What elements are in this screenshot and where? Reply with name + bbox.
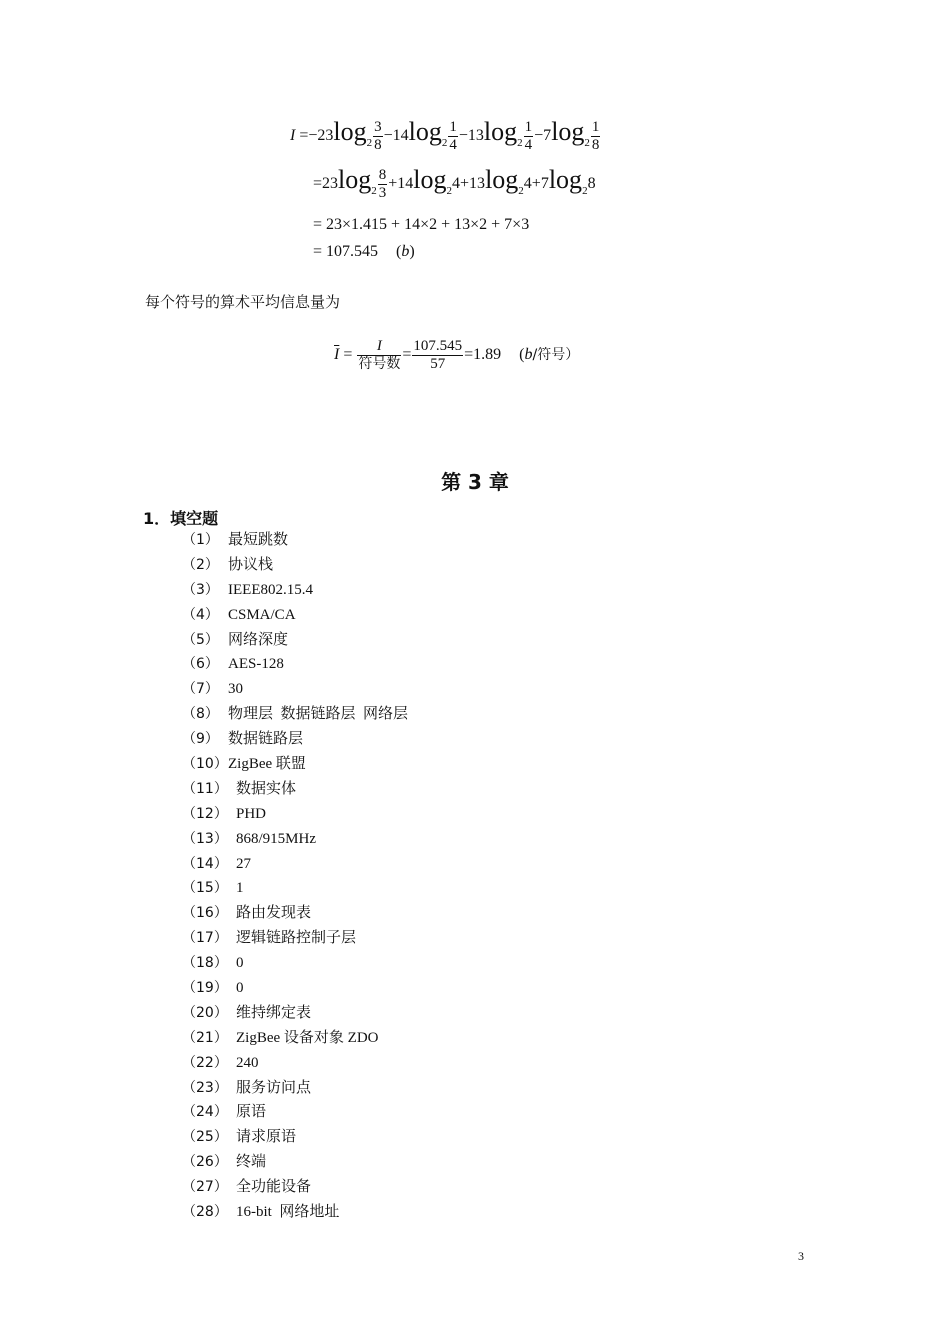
item-number: （7） xyxy=(182,681,219,698)
list-item xyxy=(182,652,408,677)
log: log xyxy=(551,117,585,146)
log: log xyxy=(333,117,367,146)
list-item xyxy=(182,1001,408,1026)
list-item xyxy=(182,727,408,752)
item-number: （14） xyxy=(182,855,228,872)
unit-suffix: /符号） xyxy=(532,347,580,364)
log-base: 2 xyxy=(441,137,448,149)
unit-paren: (b) xyxy=(396,243,415,260)
numerator: 1 xyxy=(591,118,600,135)
list-item xyxy=(182,603,408,628)
list-item xyxy=(182,827,408,852)
coef: +14 xyxy=(388,175,414,192)
item-answer: 协议栈 xyxy=(228,556,274,573)
item-answer: 逻辑链路控制子层 xyxy=(236,930,357,947)
coef: −14 xyxy=(383,127,409,144)
item-answer: 终端 xyxy=(236,1154,267,1171)
item-number: （12） xyxy=(182,805,228,822)
fraction xyxy=(591,119,601,154)
coef: −23 xyxy=(308,127,334,144)
list-item xyxy=(182,1051,408,1076)
log-base: 2 xyxy=(584,137,590,149)
item-answer: AES-128 xyxy=(228,656,284,673)
item-number: （17） xyxy=(182,930,228,947)
item-answer: 0 xyxy=(236,955,244,972)
equation-line-1 xyxy=(290,117,601,154)
eq-sign: = xyxy=(402,346,412,364)
numerator: 1 xyxy=(449,118,457,135)
item-number: （3） xyxy=(182,581,219,598)
item-number: （15） xyxy=(182,880,228,897)
item-answer: 数据实体 xyxy=(236,780,297,797)
coef: +7 xyxy=(531,175,549,192)
eq-sign: = xyxy=(313,175,323,192)
page-number: 3 xyxy=(798,1249,804,1263)
unit-label xyxy=(519,346,579,363)
avg-lhs: $\overline{I}$ xyxy=(334,346,340,364)
denominator: 4 xyxy=(449,136,457,153)
item-number: （20） xyxy=(182,1004,228,1021)
list-item xyxy=(182,1076,408,1101)
log-base: 2 xyxy=(518,185,524,197)
item-answer: 路由发现表 xyxy=(236,905,312,922)
item-answer: 网络深度 xyxy=(228,631,289,648)
item-number: （1） xyxy=(182,532,219,548)
log-base: 2 xyxy=(446,185,453,197)
denominator: 57 xyxy=(430,356,446,372)
numerator: I xyxy=(357,338,401,356)
fraction xyxy=(448,119,458,154)
list-item xyxy=(182,1200,408,1225)
average-equation xyxy=(334,338,579,373)
log-base: 2 xyxy=(371,185,377,197)
item-number: （6） xyxy=(182,656,219,673)
fraction xyxy=(524,119,534,154)
list-item xyxy=(182,1125,408,1150)
numerator: 8 xyxy=(378,166,387,183)
log: log xyxy=(548,165,583,194)
numerator: 3 xyxy=(374,118,382,135)
item-answer: 物理层 数据链路层 网络层 xyxy=(228,706,409,723)
eq-sign: = xyxy=(343,346,353,364)
item-number: （8） xyxy=(182,706,219,723)
fraction xyxy=(378,167,388,202)
answers-list xyxy=(182,528,408,1225)
fraction xyxy=(412,338,463,373)
item-number: （2） xyxy=(182,556,219,573)
fraction xyxy=(373,119,383,154)
item-answer: 数据链路层 xyxy=(228,731,304,748)
item-answer: 240 xyxy=(236,1054,259,1071)
list-item xyxy=(182,628,408,653)
log-base: 2 xyxy=(582,185,588,197)
denominator: 4 xyxy=(524,136,533,153)
list-item xyxy=(182,1100,408,1125)
item-number: （25） xyxy=(182,1129,228,1146)
list-item xyxy=(182,876,408,901)
numerator: 107.545 xyxy=(413,338,463,354)
item-answer: IEEE802.15.4 xyxy=(228,581,313,598)
section-title: 1．填空题 xyxy=(143,509,219,528)
item-number: （22） xyxy=(182,1054,228,1071)
item-number: （9） xyxy=(182,731,219,748)
list-item xyxy=(182,852,408,877)
log-arg: 4 xyxy=(452,175,461,192)
item-answer: 请求原语 xyxy=(236,1129,297,1146)
item-answer: 27 xyxy=(236,855,251,872)
log-base: 2 xyxy=(366,137,373,149)
item-number: （21） xyxy=(182,1029,228,1046)
denominator: 3 xyxy=(378,184,387,201)
list-item xyxy=(182,752,408,777)
list-item xyxy=(182,528,408,553)
equation-line-4 xyxy=(313,243,415,261)
item-number: （28） xyxy=(182,1204,228,1221)
item-number: （24） xyxy=(182,1104,228,1121)
log: log xyxy=(483,117,518,146)
list-item xyxy=(182,677,408,702)
denominator: 符号数 xyxy=(358,356,401,372)
item-number: （19） xyxy=(182,980,228,997)
item-answer: 维持绑定表 xyxy=(236,1004,312,1021)
avg-intro-text: 每个符号的算术平均信息量为 xyxy=(145,293,341,311)
list-item xyxy=(182,553,408,578)
fraction xyxy=(357,338,401,373)
item-answer: 最短跳数 xyxy=(228,532,289,548)
item-answer: 30 xyxy=(228,681,243,698)
log: log xyxy=(408,117,442,146)
list-item xyxy=(182,951,408,976)
item-answer: 原语 xyxy=(236,1104,267,1121)
list-item xyxy=(182,976,408,1001)
coef: +13 xyxy=(460,175,486,192)
eq-text: = 23×1.415 + 14×2 + 13×2 + 7×3 xyxy=(313,216,530,233)
list-item xyxy=(182,578,408,603)
coef: −7 xyxy=(534,127,552,144)
item-number: （26） xyxy=(182,1154,228,1171)
eq-result: =1.89 xyxy=(464,346,502,364)
coef: 23 xyxy=(322,175,339,192)
log: log xyxy=(413,165,447,194)
list-item xyxy=(182,1175,408,1200)
list-item xyxy=(182,901,408,926)
list-item xyxy=(182,1150,408,1175)
list-item xyxy=(182,702,408,727)
numerator: 1 xyxy=(524,118,533,135)
eq-sign: = xyxy=(299,127,309,144)
denominator: 8 xyxy=(591,136,600,153)
item-number: （4） xyxy=(182,606,219,623)
list-item xyxy=(182,802,408,827)
unit: b xyxy=(401,243,410,260)
item-number: （5） xyxy=(182,631,219,648)
log-base: 2 xyxy=(517,137,523,149)
item-answer: 1 xyxy=(236,880,244,897)
list-item xyxy=(182,777,408,802)
equation-line-2 xyxy=(313,165,596,202)
item-answer: 服务访问点 xyxy=(236,1079,312,1096)
item-number: （16） xyxy=(182,905,228,922)
log: log xyxy=(338,165,372,194)
item-answer: PHD xyxy=(236,805,267,822)
log: log xyxy=(485,165,519,194)
list-item xyxy=(182,1026,408,1051)
item-number: （23） xyxy=(182,1079,228,1096)
chapter-title: 第 3 章 xyxy=(441,470,509,494)
equation-line-3 xyxy=(313,216,529,234)
paren: ( xyxy=(519,346,525,364)
item-answer: 16-bit 网络地址 xyxy=(236,1204,340,1221)
coef: −13 xyxy=(458,127,484,144)
item-answer: CSMA/CA xyxy=(228,606,296,623)
item-answer: 868/915MHz xyxy=(236,830,316,847)
log-arg: 4 xyxy=(523,175,532,192)
item-answer: ZigBee 联盟 xyxy=(228,756,306,773)
log-arg: 8 xyxy=(587,175,596,192)
item-number: （27） xyxy=(182,1179,228,1196)
item-answer: 全功能设备 xyxy=(236,1179,312,1196)
item-answer: 0 xyxy=(236,980,244,997)
denominator: 8 xyxy=(374,136,382,153)
item-number: （10） xyxy=(182,756,228,773)
eq-lhs: I xyxy=(290,127,296,144)
item-number: （13） xyxy=(182,830,228,847)
item-number: （11） xyxy=(182,780,228,797)
unit: b xyxy=(524,346,533,364)
list-item xyxy=(182,926,408,951)
item-answer: ZigBee 设备对象 ZDO xyxy=(236,1029,379,1046)
eq-result: = 107.545 xyxy=(313,243,379,260)
item-number: （18） xyxy=(182,955,228,972)
